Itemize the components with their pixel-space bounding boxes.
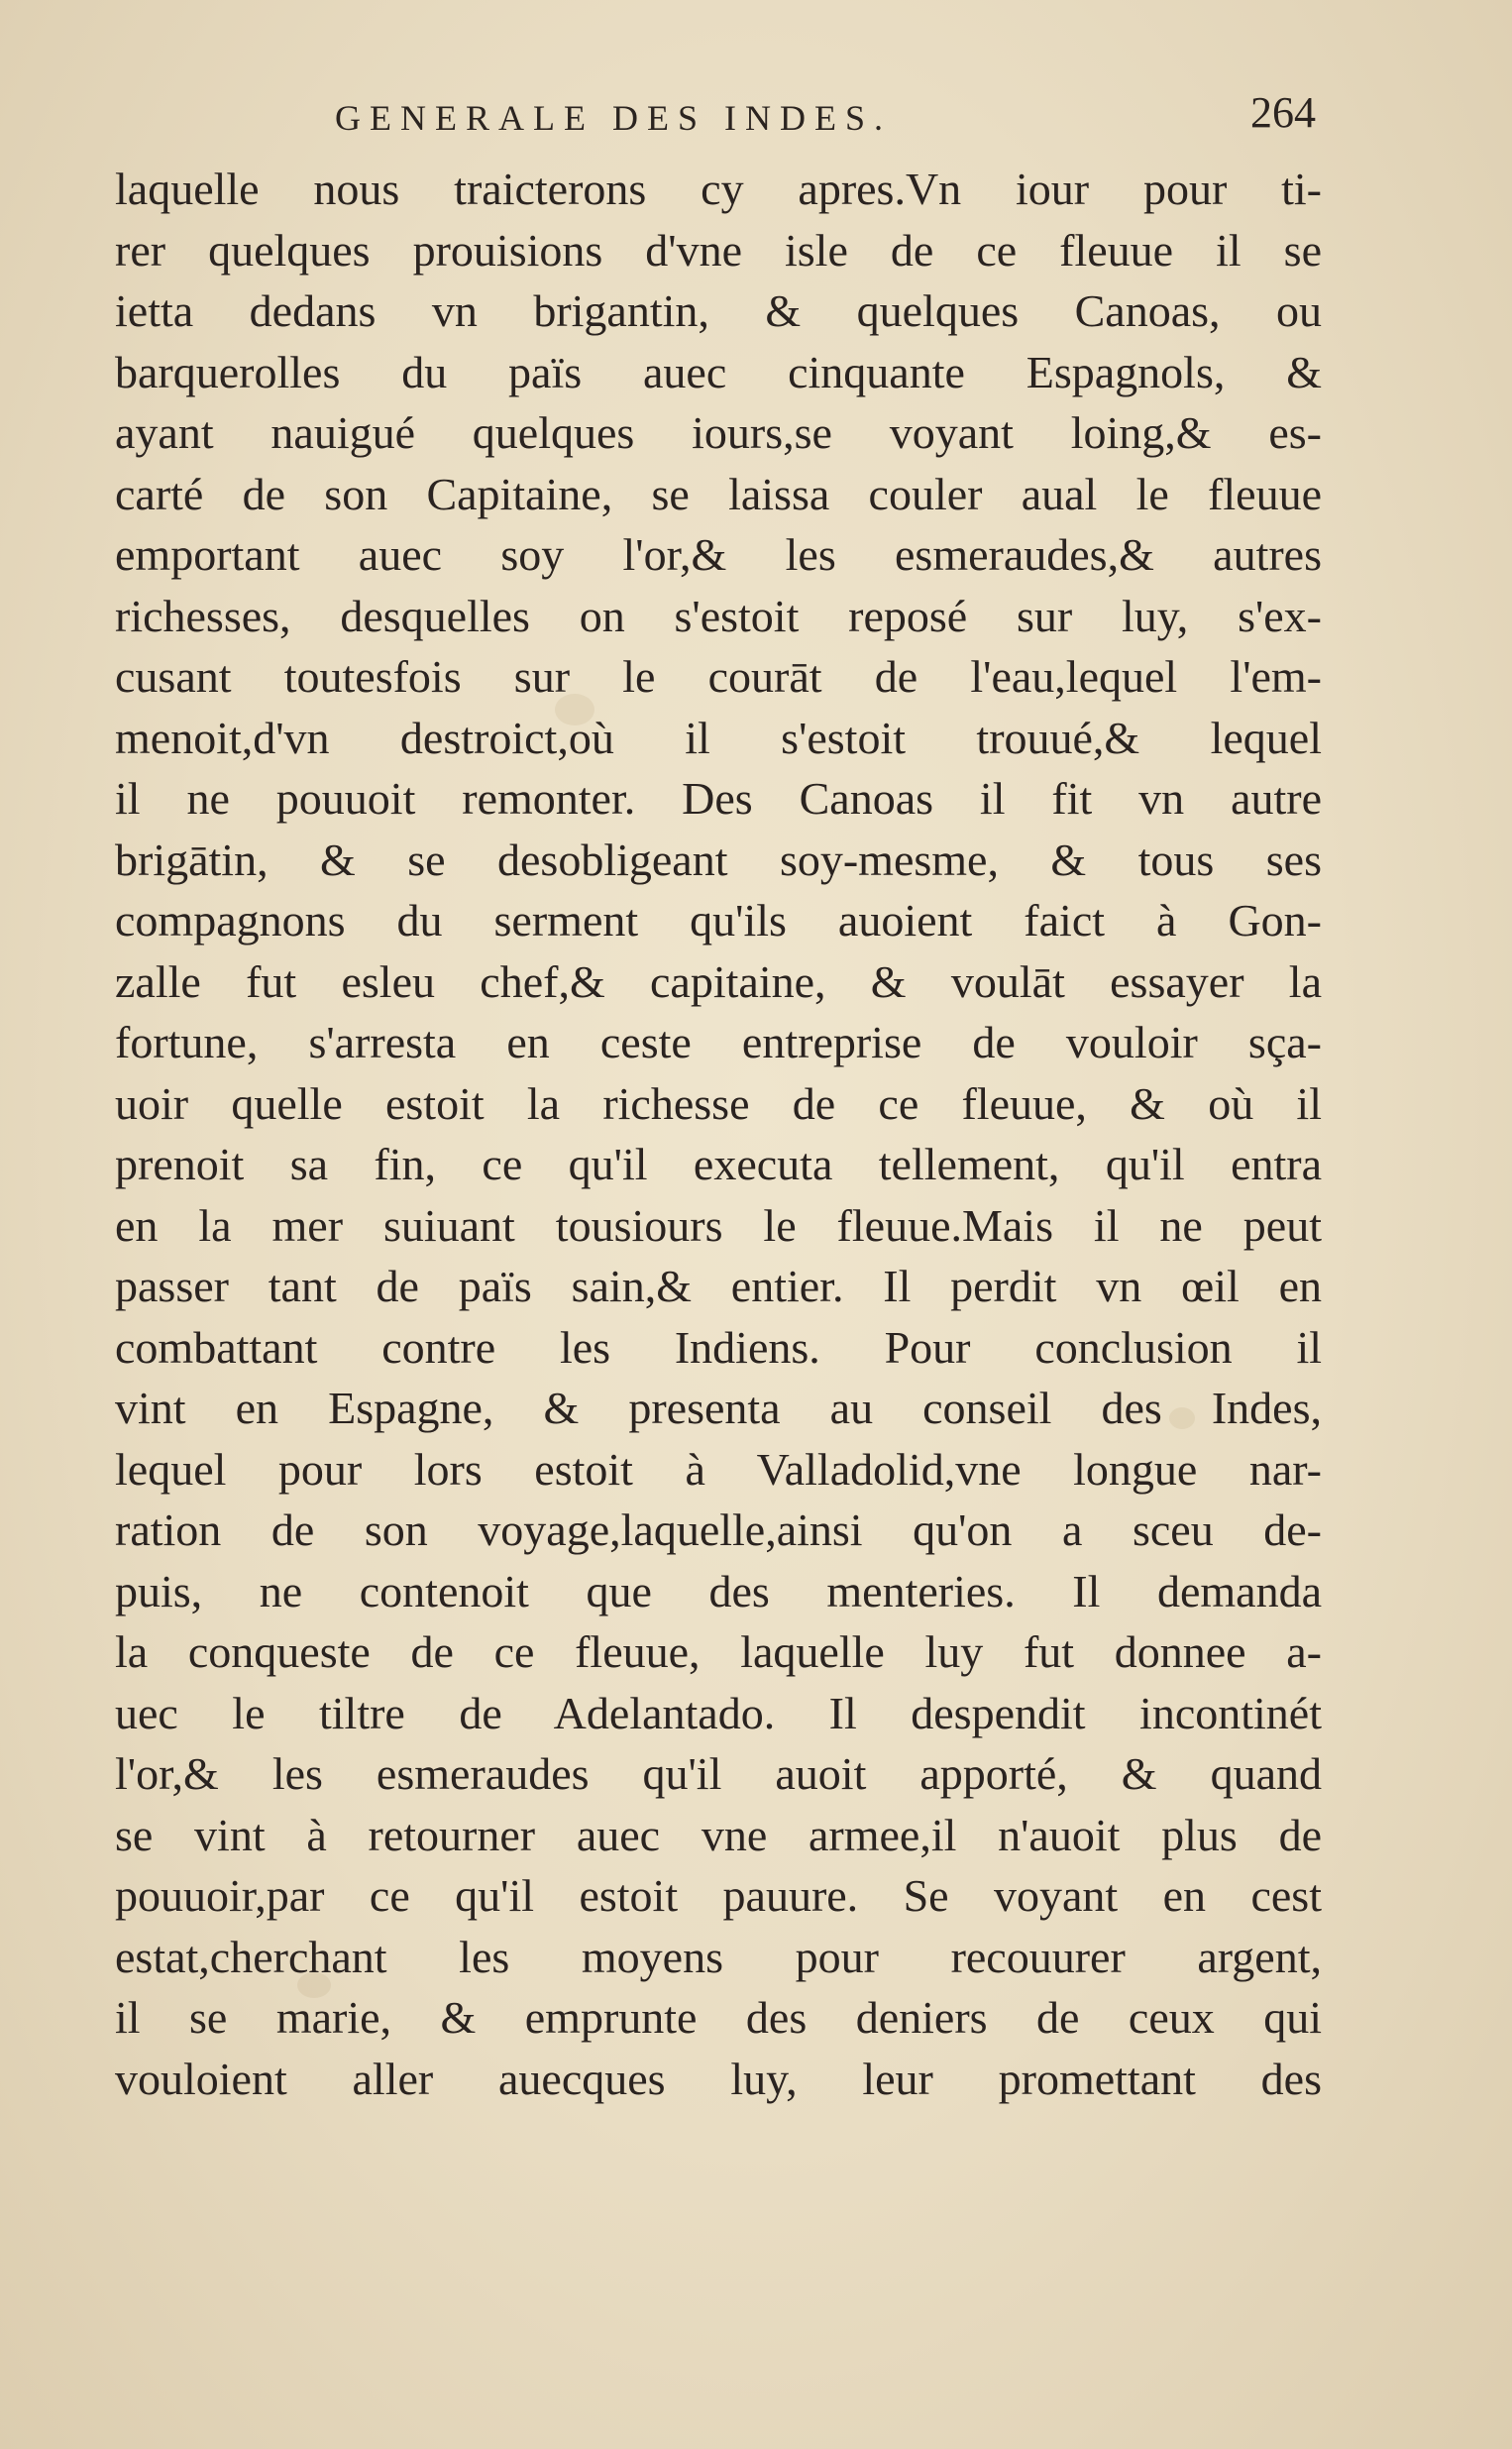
text-line: il ne pouuoit remonter. Des Canoas il fit vn autre	[115, 773, 1322, 824]
text-line: vouloient aller auecques luy, leur promettant des	[115, 2053, 1322, 2104]
text-line: zalle fut esleu chef,& capitaine, & voulāt essayer la	[115, 955, 1322, 1007]
text-line: laquelle nous traicterons cy apres.Vn iour pour ti-	[115, 164, 1322, 214]
text-line: cusant toutesfois sur le courāt de l'eau,lequel l'em-	[115, 651, 1322, 702]
text-line: la conqueste de ce fleuue, laquelle luy fut donnee a-	[115, 1626, 1322, 1677]
text-line: fortune, s'arresta en ceste entreprise de vouloir sça-	[115, 1017, 1322, 1067]
text-line: barquerolles du païs auec cinquante Espagnols, &	[115, 346, 1322, 397]
text-line: richesses, desquelles on s'estoit reposé sur luy, s'ex-	[115, 590, 1322, 641]
text-line: emportant auec soy l'or,& les esmeraudes,& autres	[115, 529, 1322, 580]
page-number: 264	[1250, 88, 1316, 137]
text-line: il se marie, & emprunte des deniers de ceux qui	[115, 1992, 1322, 2043]
text-line: rer quelques prouisions d'vne isle de ce fleuue il se	[115, 224, 1322, 276]
text-line: lequel pour lors estoit à Valladolid,vne longue nar-	[115, 1443, 1322, 1495]
text-line: se vint à retourner auec vne armee,il n'auoit plus de	[115, 1809, 1322, 1860]
text-line: prenoit sa fin, ce qu'il executa tellement, qu'il entra	[115, 1139, 1322, 1189]
text-line: brigātin, & se desobligeant soy-mesme, & tous ses	[115, 834, 1322, 885]
text-line: l'or,& les esmeraudes qu'il auoit apporté, & quand	[115, 1748, 1322, 1799]
text-line: uec le tiltre de Adelantado. Il despendit incontinét	[115, 1687, 1322, 1738]
page-header	[117, 87, 1316, 157]
text-line: vint en Espagne, & presenta au conseil des Indes,	[115, 1383, 1322, 1433]
text-line: puis, ne contenoit que des menteries. Il demanda	[115, 1565, 1322, 1616]
text-line: estat,cherchant les moyens pour recouurer argent,	[115, 1931, 1322, 1982]
text-line: carté de son Capitaine, se laissa couler aual le fleuue	[115, 468, 1322, 519]
text-line: passer tant de païs sain,& entier. Il perdit vn œil en	[115, 1261, 1322, 1311]
text-line: menoit,d'vn destroict,où il s'estoit trouué,& lequel	[115, 712, 1322, 763]
running-title: GENERALE DES INDES.	[335, 98, 892, 138]
text-line: compagnons du serment qu'ils auoient faict à Gon-	[115, 895, 1322, 946]
text-line: ayant nauigué quelques iours,se voyant loing,& es-	[115, 407, 1322, 458]
text-line: combattant contre les Indiens. Pour conclusion il	[115, 1321, 1322, 1373]
text-line: pouuoir,par ce qu'il estoit pauure. Se voyant en cest	[115, 1870, 1322, 1921]
text-line: en la mer suiuant tousiours le fleuue.Mais il ne peut	[115, 1199, 1322, 1251]
body-text	[115, 159, 1322, 2109]
text-line: ration de son voyage,laquelle,ainsi qu'on a sceu de-	[115, 1504, 1322, 1555]
text-line: ietta dedans vn brigantin, & quelques Canoas, ou	[115, 285, 1322, 336]
text-line: uoir quelle estoit la richesse de ce fleuue, & où il	[115, 1077, 1322, 1129]
